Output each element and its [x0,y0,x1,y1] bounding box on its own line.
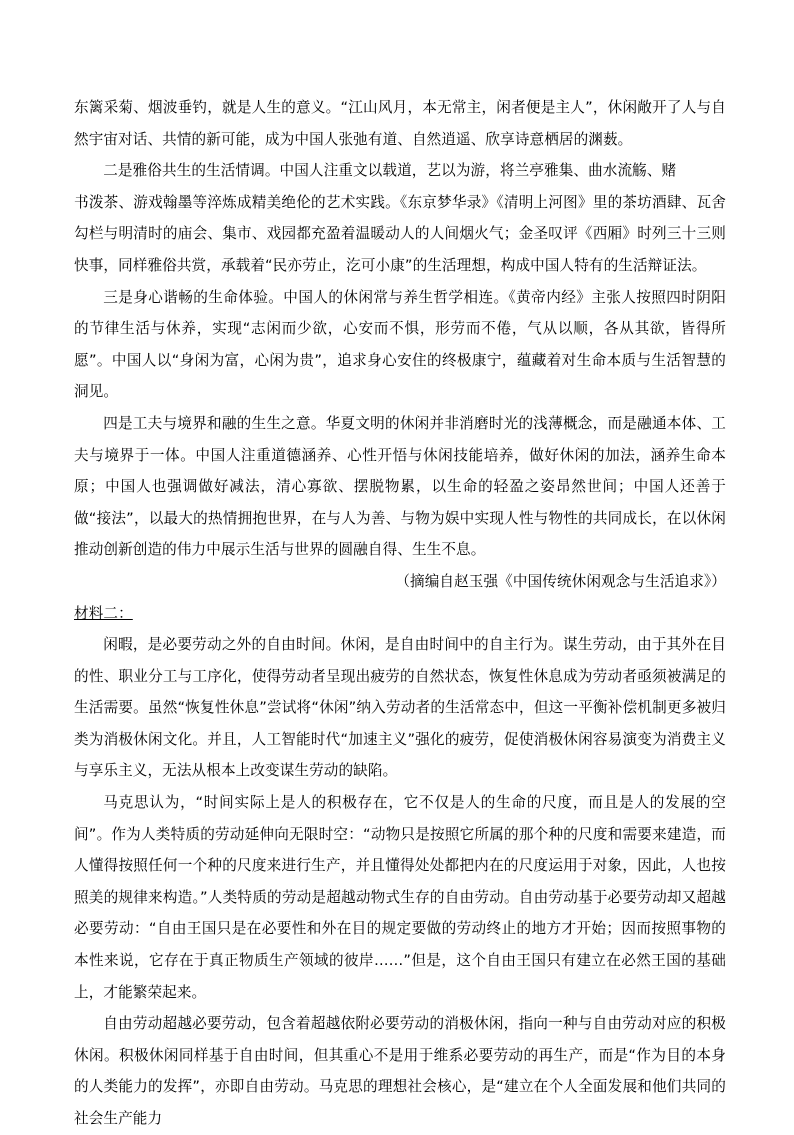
source-citation: （摘编自赵玉强《中国传统休闲观念与生活追求》） [395,572,726,590]
paragraph-3: 书泼茶、游戏翰墨等淬炼成精美绝伦的艺术实践。《东京梦华录》《清明上河图》里的茶坊酒肆、瓦舍勾栏与明清时的庙会、集市、戏园都充盈着温暖动人的人间烟火气；金圣叹评《西厢》时列三十三则快事，同样雅俗共赏，承载着“民亦劳止，汔可小康”的生活理想，构成中国人特有的生活辩证法。 [74,193,726,274]
material2-paragraph-1: 闲暇，是必要劳动之外的自由时间。休闲，是自由时间中的自主行为。谋生劳动，由于其外在目的性、职业分工与工序化，使得劳动者呈现出疲劳的自然状态，恢复性休息成为劳动者亟须被满足的生活需要。虽然“恢复性休息”尝试将“休闲”纳入劳动者的生活常态中，但这一平衡补偿机制更多被归类为消极休闲文化。并且，人工智能时代“加速主义”强化的疲劳，促使消极休闲容易演变为消费主义与享乐主义，无法从根本上改变谋生劳动的缺陷。 [74,636,726,780]
paragraph-2: 二是雅俗共生的生活情调。中国人注重文以载道，艺以为游，将兰亭雅集、曲水流觞、赌 [103,162,677,180]
material2-paragraph-3: 自由劳动超越必要劳动，包含着超越依附必要劳动的消极休闲，指向一种与自由劳动对应的积极休闲。积极休闲同样基于自由时间，但其重心不是用于维系必要劳动的再生产，而是“作为目的本身的人类能力的发挥”，亦即自由劳动。马克思的理想社会核心，是“建立在个人全面发展和他们共同的社会生产能力 [74,1015,726,1127]
paragraph-1: 东篱采菊、烟波垂钓，就是人生的意义。“江山风月，本无常主，闲者便是主人”，休闲敞开了人与自然宇宙对话、共情的新可能，成为中国人张弛有道、自然逍遥、欣享诗意栖居的渊薮。 [74,99,726,148]
material2-heading: 材料二： [74,604,133,622]
paragraph-4: 三是身心谐畅的生命体验。中国人的休闲常与养生哲学相连。《黄帝内经》主张人按照四时阴阳的节律生活与休养，实现“志闲而少欲，心安而不惧，形劳而不倦，气从以顺，各从其欲，皆得所愿”。中国人以“身闲为富，心闲为贵”，追求身心安住的终极康宁，蕴藏着对生命本质与生活智慧的洞见。 [74,288,726,401]
material2-paragraph-2: 马克思认为，“时间实际上是人的积极存在，它不仅是人的生命的尺度，而且是人的发展的空间”。作为人类特质的劳动延伸向无限时空：“动物只是按照它所属的那个种的尺度和需要来建造，而人懂得按照任何一个种的尺度来进行生产，并且懂得处处都把内在的尺度运用于对象，因此，人也按照美的规律来构造。”人类特质的劳动是超越动物式生存的自由劳动。自由劳动基于必要劳动却又超越必要劳动：“自由王国只是在必要性和外在目的规定要做的劳动终止的地方才开始；因而按照事物的本性来说，它存在于真正物质生产领域的彼岸……”但是，这个自由王国只有建立在必然王国的基础上，才能繁荣起来。 [74,794,726,1001]
material1-continued [74,92,726,1135]
paragraph-5: 四是工夫与境界和融的生生之意。华夏文明的休闲并非消磨时光的浅薄概念，而是融通本体、工夫与境界于一体。中国人注重道德涵养、心性开悟与休闲技能培养，做好休闲的加法，涵养生命本原；中国人也强调做好减法，清心寡欲、摆脱物累，以生命的轻盈之姿昂然世间；中国人还善于做“接法”，以最大的热情拥抱世界，在与人为善、与物为娱中实现人性与物性的共同成长，在以休闲推动创新创造的伟力中展示生活与世界的圆融自得、生生不息。 [74,414,726,559]
